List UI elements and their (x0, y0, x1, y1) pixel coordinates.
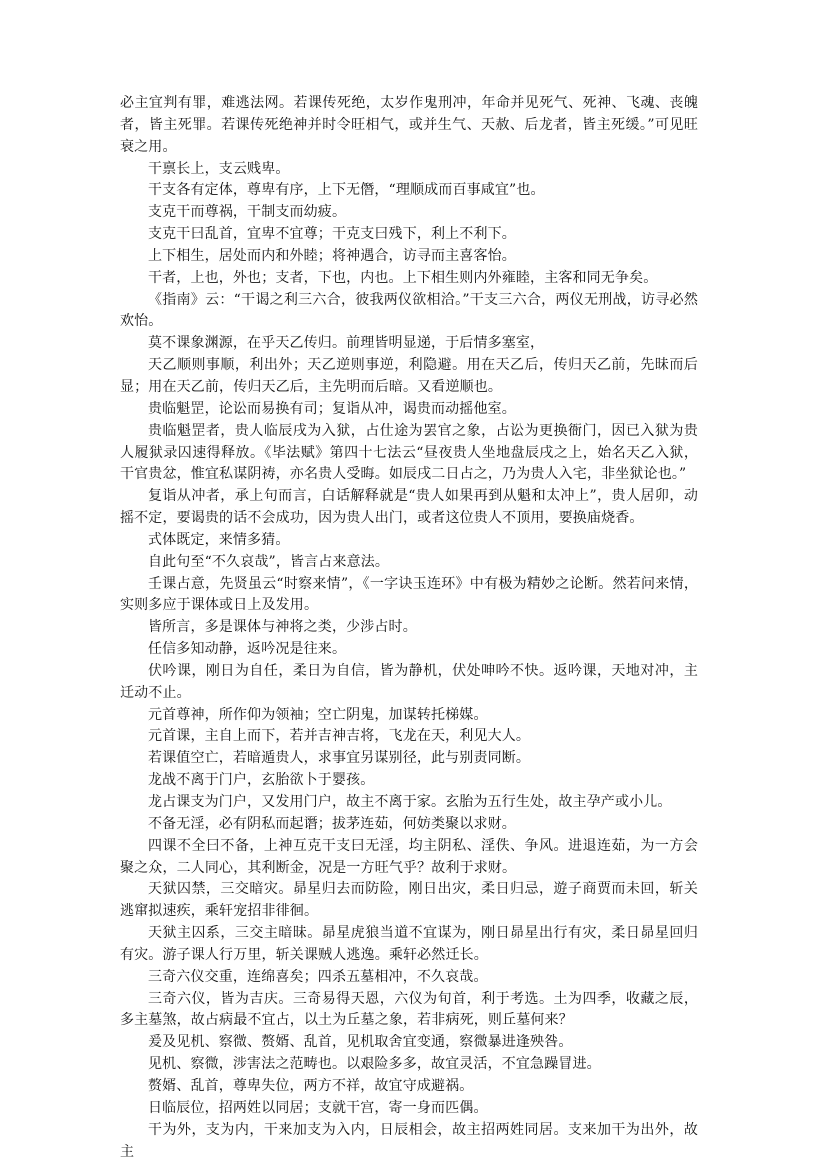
paragraph: 支克干而尊祸，干制支而幼疲。 (148, 204, 347, 221)
paragraph: 必主宜判有罪，难逃法网。若课传死绝，太岁作鬼刑冲，年命并见死气、死神、飞魂、丧魄者，皆主死罪。若课传死绝神并时令旺相气，或并生气、天赦、后龙者，皆主死缓。”可见旺衰之用。 (120, 95, 698, 155)
paragraph: 支克干曰乱首，宜卑不宜尊；干克支曰残下，利上不利下。 (148, 226, 516, 243)
paragraph: 见机、察微，涉害法之范畴也。以艰险多多，故宜灵活，不宜急躁冒进。 (148, 1056, 601, 1073)
paragraph: 爰及见机、察微、赘婿、乱首，见机取舍宜变通，察微暴进逢殃咎。 (148, 1034, 573, 1051)
paragraph: 贵临魁罡，论讼而易换有司；复诣从冲，谒贵而动摇他室。 (148, 400, 516, 417)
paragraph: 天乙顺则事顺，利出外；天乙逆则事逆，利隐避。用在天乙后，传归天乙前，先昧而后显；用在天乙前，传归天乙后，主先明而后暗。又看逆顺也。 (120, 357, 698, 395)
paragraph: 元首尊神，所作仰为领袖；空亡阴鬼，加谋转托梯媒。 (148, 706, 488, 723)
paragraph: 干为外，支为内，干来加支为入内，日辰相会，故主招两姓同居。支来加干为出外，故主 (120, 1121, 698, 1160)
paragraph: 赘婿、乱首，尊卑失位，两方不祥，故宜守成避祸。 (148, 1077, 474, 1094)
paragraph: 三奇六仪，皆为吉庆。三奇易得天恩，六仪为旬首，利于考选。土为四季，收藏之辰，多主墓煞，故占病最不宜占，以土为丘墓之象，若非病死，则丘墓何来？ (120, 990, 698, 1029)
paragraph: 复诣从冲者，承上句而言，白话解释就是“贵人如果再到从魁和太冲上”，贵人居卯，动摇不定，要谒贵的话不会成功，因为贵人出门，或者这位贵人不顶用，要换庙烧香。 (120, 488, 698, 527)
paragraph: 干禀长上，支云贱卑。 (148, 160, 290, 177)
paragraph: 三奇六仪交重，连绵喜矣；四杀五墓相冲，不久哀哉。 (148, 968, 488, 985)
paragraph: 式体既定，来情多猜。 (148, 531, 290, 548)
document-page (120, 93, 698, 1163)
paragraph: 龙占课支为门户，又发用门户，故主不离于家。玄胎为五行生处，故主孕产或小儿。 (148, 794, 672, 810)
paragraph: 伏吟课，刚日为自任，柔日为自信，皆为静机，伏处呻吟不快。返吟课，天地对冲，主迁动不止。 (120, 662, 698, 701)
paragraph: 《指南》云：“干谒之利三六合，彼我两仪欲相洽。”干支三六合，两仪无刑战，访寻必然欢怡。 (120, 291, 698, 330)
paragraph: 干支各有定体，尊卑有序，上下无僭，“理顺成而百事咸宜”也。 (148, 182, 545, 199)
paragraph: 自此句至“不久哀哉”，皆言占来意法。 (148, 553, 390, 570)
paragraph: 不备无淫，必有阴私而起谮；拔茅连茹，何妨类聚以求财。 (148, 815, 516, 832)
paragraph: 天狱主囚系，三交主暗昧。昴星虎狼当道不宜谋为，刚日昴星出行有灾，柔日昴星回归有灾。游子课人行万里，斩关课贼人逃逸。乘轩必然迁长。 (120, 925, 698, 963)
paragraph: 四课不全曰不备，上神互克干支曰无淫，均主阴私、淫佚、争风。进退连茹，为一方会聚之众，二人同心，其利断金，况是一方旺气乎？故利于求财。 (120, 837, 698, 876)
paragraph: 贵临魁罡者，贵人临辰戌为入狱，占仕途为罢官之象，占讼为更换衙门，因已入狱为贵人履狱录囚速得释放。《毕法赋》第四十七法云“昼夜贵人坐地盘辰戌之上，始名天乙入狱，干官贵忿，惟宜私谋阴祷，亦名贵人受晦。如辰戌二日占之，乃为贵人入宅，非坐狱论也。” (120, 422, 698, 483)
paragraph: 若课值空亡，若暗遁贵人，求事宜另谋别径，此与别责同断。 (148, 750, 531, 767)
paragraph: 龙战不离于门户，玄胎欲卜于婴孩。 (148, 772, 375, 789)
paragraph: 日临辰位，招两姓以同居；支就干宫，寄一身而匹偶。 (148, 1099, 488, 1116)
paragraph: 天狱囚禁，三交暗灾。昴星归去而防险，刚日出灾，柔日归忌，遊子商贾而未回，斩关逃窜拟速疾，乘轩宠招非徘徊。 (120, 881, 698, 920)
paragraph: 元首课，主自上而下，若并吉神吉将，飞龙在天，利见大人。 (148, 728, 531, 745)
paragraph: 皆所言，多是课体与神将之类，少涉占时。 (148, 619, 417, 636)
paragraph: 莫不课象渊源，在乎天乙传归。前理皆明显递，于后情多塞室， (148, 335, 545, 352)
paragraph: 壬课占意，先贤虽云“时察来情”，《一字诀玉连环》中有极为精妙之论断。然若问来情，实则多应于课体或日上及发用。 (120, 575, 698, 614)
paragraph: 干者，上也，外也；支者，下也，内也。上下相生则内外雍睦，主客和同无争矣。 (148, 269, 658, 286)
paragraph: 任信多知动静，返吟况是往来。 (148, 641, 347, 658)
paragraph: 上下相生，居处而内和外睦；将神遇合，访寻而主喜客怡。 (148, 247, 516, 264)
